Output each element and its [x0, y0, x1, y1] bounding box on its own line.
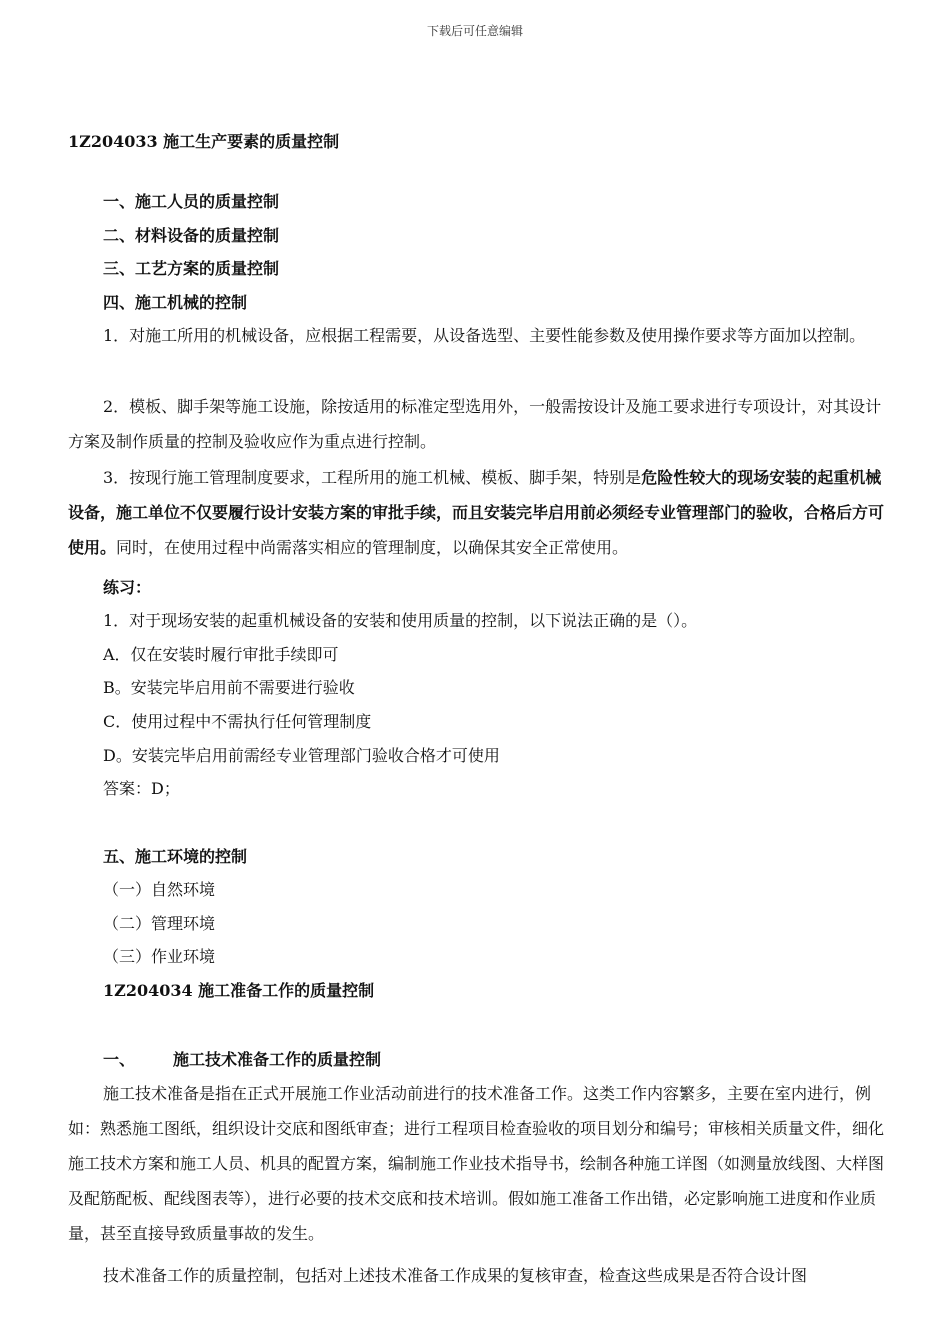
paragraph-3 [68, 460, 884, 565]
heading-environment: 五、施工环境的控制 [103, 847, 248, 866]
option-d: D。安装完毕启用前需经专业管理部门验收合格才可使用 [103, 746, 500, 765]
paragraph-5: 技术准备工作的质量控制，包括对上述技术准备工作成果的复核审查，检查这些成果是否符合设计图 [103, 1266, 808, 1285]
option-c: C．使用过程中不需执行任何管理制度 [103, 712, 372, 731]
section-title-1z204034: 1Z204034 施工准备工作的质量控制 [103, 981, 375, 1000]
paragraph-1: 1．对施工所用的机械设备，应根据工程需要，从设备选型、主要性能参数及使用操作要求等方面加以控制。 [103, 326, 866, 345]
exercise-question: 1．对于现场安装的起重机械设备的安装和使用质量的控制，以下说法正确的是（）。 [103, 611, 698, 630]
heading-tech-prep-label: 施工技术准备工作的质量控制 [173, 1050, 382, 1069]
paragraph-4: 施工技术准备是指在正式开展施工作业活动前进行的技术准备工作。这类工作内容繁多，主要在室内进行，例如：熟悉施工图纸，组织设计交底和图纸审查；进行工程项目检查验收的项目划分和编号；审核相关质量文件，细化施工技术方案和施工人员、机具的配置方案，编制施工作业技术指导书，绘制各种施工详图（如测量放线图、大样图及配筋配板、配线图表等），进行必要的技术交底和技术培训。假如施工准备工作出错，必定影响施工进度和作业质量，甚至直接导致质量事故的发生。 [68, 1084, 885, 1243]
paragraph-3-emphasis: 危险性较大的现场安装的起重机械设备，施工单位不仅要履行设计安装方案的审批手续，而且安装完毕启用前必须经专业管理部门的验收，合格后方可使用。 [68, 468, 885, 557]
paragraph-3-lead: 3．按现行施工管理制度要求，工程所用的施工机械、模板、脚手架，特别是 [103, 468, 642, 487]
heading-personnel: 一、施工人员的质量控制 [103, 192, 280, 211]
heading-process: 三、工艺方案的质量控制 [103, 259, 280, 278]
heading-tech-prep [103, 1050, 381, 1070]
env-work: （三）作业环境 [103, 947, 216, 966]
option-b: B。安装完毕启用前不需要进行验收 [103, 678, 355, 697]
section-title-1z204033: 1Z204033 施工生产要素的质量控制 [68, 132, 340, 151]
option-a: A．仅在安装时履行审批手续即可 [103, 645, 339, 664]
heading-tech-prep-number: 一、 [103, 1050, 136, 1069]
paragraph-3-tail: 同时，在使用过程中尚需落实相应的管理制度，以确保其安全正常使用。 [116, 538, 629, 557]
page-header: 下载后可任意编辑 [426, 24, 523, 38]
exercise-heading: 练习： [103, 578, 152, 597]
paragraph-2: 2．模板、脚手架等施工设施，除按适用的标准定型选用外，一般需按设计及施工要求进行专项设计，对其设计方案及制作质量的控制及验收应作为重点进行控制。 [68, 397, 882, 451]
heading-machinery: 四、施工机械的控制 [103, 293, 248, 312]
env-natural: （一）自然环境 [103, 880, 216, 899]
env-management: （二）管理环境 [103, 914, 216, 933]
answer: 答案：D； [103, 779, 180, 798]
heading-materials: 二、材料设备的质量控制 [103, 226, 280, 245]
